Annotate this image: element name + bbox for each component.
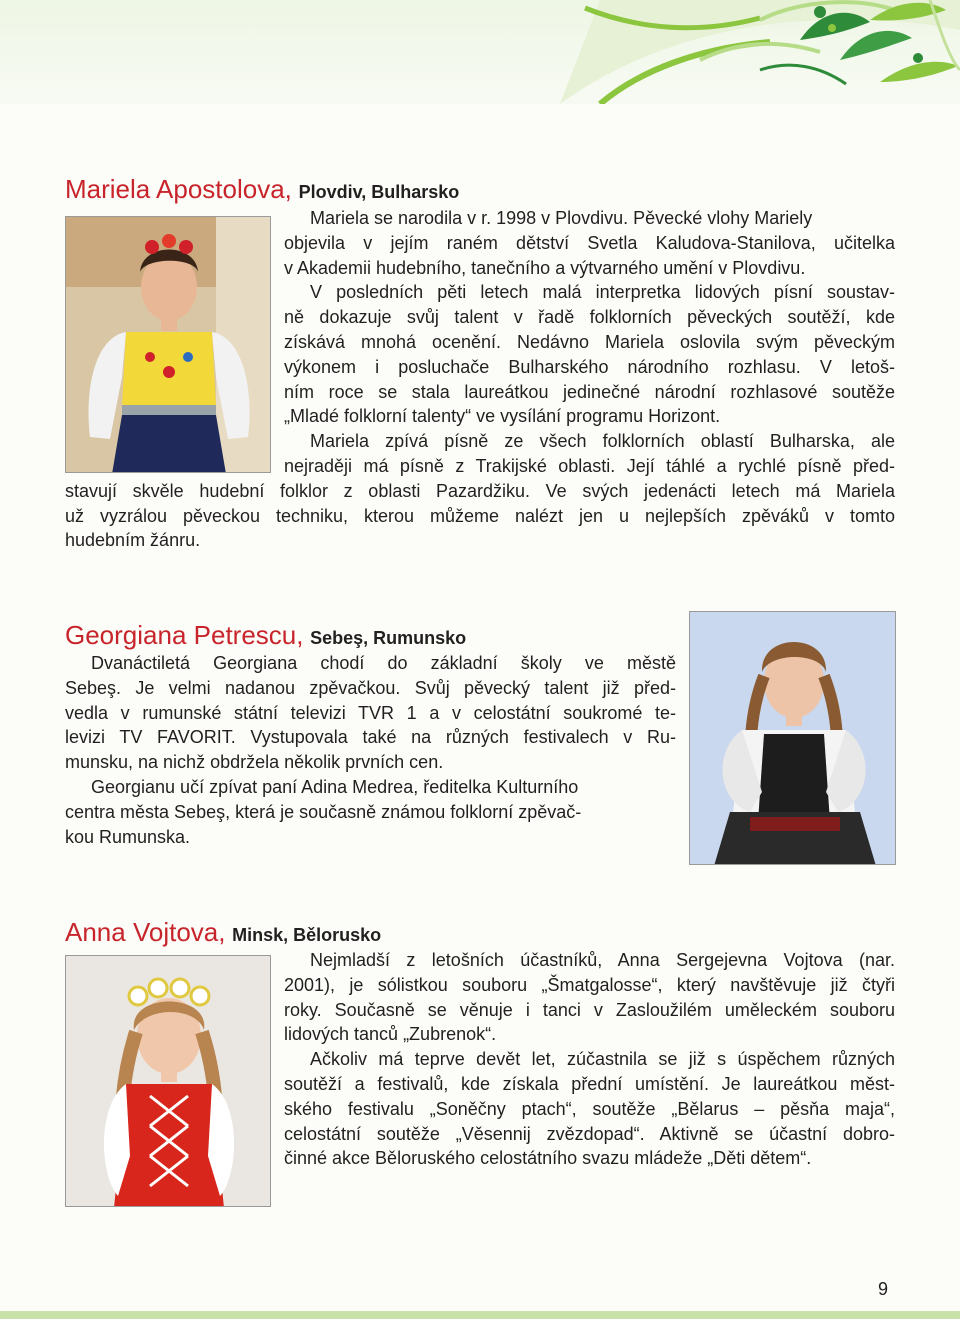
text-line: stavují skvěle hudební folklor z oblasti Pazardžiku. Ve svých jedenácti letech má Mariela xyxy=(65,480,895,501)
article-body-anna xyxy=(65,948,895,1171)
article-body-georgiana xyxy=(65,651,676,849)
page-number: 9 xyxy=(878,1279,889,1299)
photo-georgiana xyxy=(689,611,896,865)
text-line: lidových tanců „Zubrenok“. xyxy=(284,1024,497,1045)
text-line: Nejmladší z letošních účastníků, Anna Sergejevna Vojtova (nar. xyxy=(310,950,895,970)
text-line: už vyzrálou pěveckou techniku, kterou můžeme nalézt jen u nejlepších zpěváků v tomto xyxy=(65,505,895,526)
text-line: munsku, na nichž obdržela několik prvních cen. xyxy=(65,752,444,773)
text-line: „Mladé folklorní talenty“ ve vysílání programu Horizont. xyxy=(284,406,721,427)
text-line: Sebeş. Je velmi nadanou zpěvačkou. Svůj pěvecký talent již před- xyxy=(65,677,676,698)
text-line: Ačkoliv má teprve devět let, zúčastnila se již s úspěchem různých xyxy=(310,1049,895,1070)
text-line: kou Rumunska. xyxy=(65,826,191,847)
person-name: Georgiana Petrescu, xyxy=(65,620,304,650)
article-body-mariela xyxy=(65,206,895,553)
text-line: výkonem i posluchače Bulharského národního rozhlasu. V letoš- xyxy=(284,356,895,377)
text-line: v Akademii hudebního, tanečního a výtvarného umění v Plovdivu. xyxy=(284,257,806,278)
text-line: Mariela zpívá písně ze všech folklorních oblastí Bulharska, ale xyxy=(310,431,895,452)
text-line: Mariela se narodila v r. 1998 v Plovdivu. Pěvecké vlohy Mariely xyxy=(310,208,813,228)
text-line: Dvanáctiletá Georgiana chodí do základní školy ve městě xyxy=(91,653,676,673)
section-title-georgiana xyxy=(65,620,466,651)
text-line: ním roce se stala laureátkou jedinečné národní rozhlasové soutěže xyxy=(284,381,895,402)
text-line: ského festivalu „Soněčny ptach“, soutěže „Bělarus – pěsňa maja“, xyxy=(284,1098,895,1119)
text-line: roky. Současně se věnuje i tanci v Zasloužilém uměleckém souboru xyxy=(284,999,895,1020)
person-location: Minsk, Bělorusko xyxy=(232,925,382,945)
text-line: soutěží a festivalů, kde získala přední umístění. Je laureátkou měst- xyxy=(284,1073,895,1094)
text-line: získává mnohá ocenění. Nedávno Mariela oslovila svým pěveckým xyxy=(284,331,895,352)
section-title-mariela xyxy=(65,174,459,205)
text-line: celostátní soutěže „Věsennij zvězdopad“. Aktivně se účastní dobro- xyxy=(284,1123,895,1144)
person-location: Plovdiv, Bulharsko xyxy=(298,182,460,202)
text-line: objevila v jejím raném dětství Svetla Kaludova-Stanilova, učitelka xyxy=(284,232,895,253)
section-title-anna xyxy=(65,917,381,948)
header-decoration xyxy=(0,0,960,104)
text-line: činné akce Běloruského celostátního svazu mládeže „Děti dětem“. xyxy=(284,1148,812,1169)
text-line: vedla v rumunské státní televizi TVR 1 a v celostátní soukromé te- xyxy=(65,702,676,723)
text-line: nejraději má písně z Trakijské oblasti. Její táhlé a rychlé písně před- xyxy=(284,455,895,476)
text-line: V posledních pěti letech malá interpretka lidových písní soustav- xyxy=(310,282,895,303)
person-location: Sebeş, Rumunsko xyxy=(310,628,467,648)
text-line: 2001), je sólistkou souboru „Šmatgalosse“, který navštěvuje již čtyři xyxy=(284,974,895,995)
text-line: levizi TV FAVORIT. Vystupovala také na různých festivalech v Ru- xyxy=(65,727,676,748)
person-name: Anna Vojtova, xyxy=(65,917,226,947)
text-line: Georgianu učí zpívat paní Adina Medrea, ředitelka Kulturního xyxy=(91,776,579,797)
footer-bar xyxy=(0,1311,960,1319)
text-line: centra města Sebeş, která je současně známou folklorní zpěvač- xyxy=(65,801,582,822)
text-line: ně dokazuje svůj talent v řadě folklorních pěveckých soutěží, kde xyxy=(284,307,895,328)
floral-ornament-icon xyxy=(0,0,960,104)
text-line: hudebním žánru. xyxy=(65,530,201,551)
person-name: Mariela Apostolova, xyxy=(65,174,292,204)
